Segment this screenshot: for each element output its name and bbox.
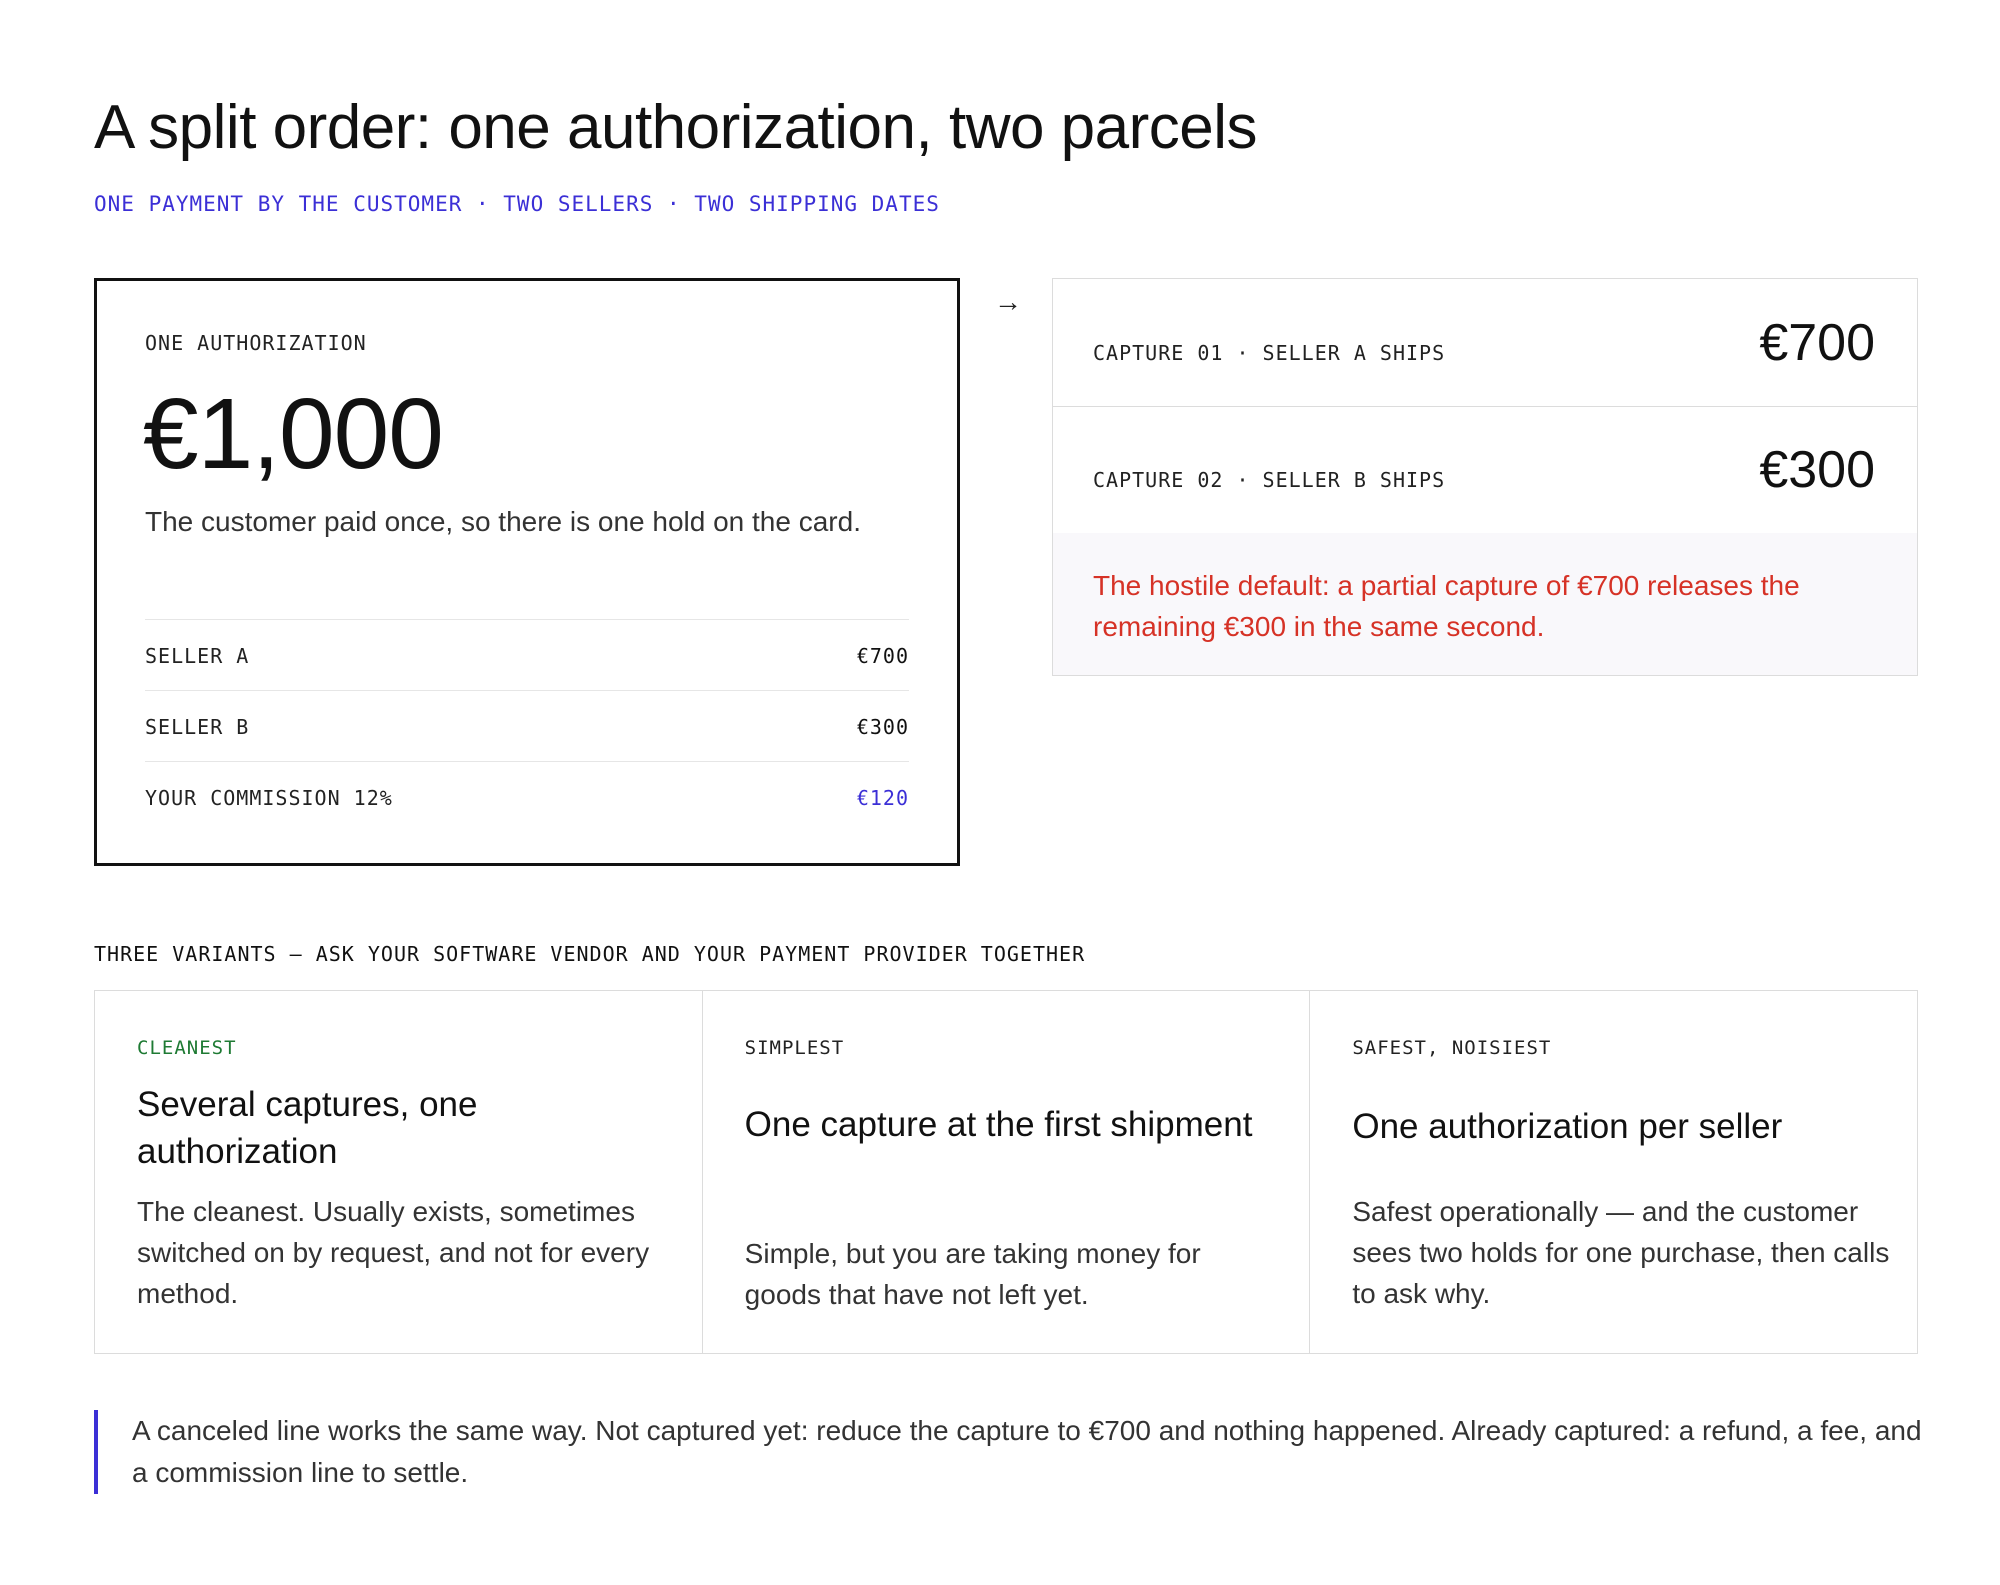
capture-label: CAPTURE 01 · SELLER A SHIPS (1093, 341, 1446, 365)
capture-row-02 (1053, 406, 1917, 534)
capture-amount: €300 (1759, 441, 1875, 499)
capture-amount: €700 (1759, 314, 1875, 372)
authorization-label: ONE AUTHORIZATION (145, 331, 367, 355)
split-value: €120 (856, 786, 909, 810)
split-row-seller-b (145, 690, 909, 761)
split-label: SELLER B (145, 715, 250, 739)
authorization-amount: €1,000 (143, 378, 443, 490)
split-value: €300 (856, 715, 909, 739)
variants-heading: THREE VARIANTS — ASK YOUR SOFTWARE VENDOR AND YOUR PAYMENT PROVIDER TOGETHER (94, 942, 1086, 966)
variant-tag: CLEANEST (137, 1037, 237, 1059)
variant-tag: SIMPLEST (744, 1037, 845, 1059)
variant-description: The cleanest. Usually exists, sometimes switched on by request, and not for every method. (137, 1196, 650, 1309)
page-subtitle: ONE PAYMENT BY THE CUSTOMER · TWO SELLERS · TWO SHIPPING DATES (94, 192, 940, 216)
variant-title: One capture at the first shipment (744, 1105, 1253, 1144)
variant-title: Several captures, one authorization (137, 1085, 478, 1171)
variant-description: Safest operationally — and the customer sees two holds for one purchase, then calls to ask why. (1352, 1196, 1890, 1309)
page-title: A split order: one authorization, two parcels (94, 93, 1258, 162)
variant-tag: SAFEST, NOISIEST (1352, 1037, 1552, 1059)
split-value: €700 (856, 644, 909, 668)
split-label: YOUR COMMISSION 12% (145, 786, 393, 810)
callout-note: A canceled line works the same way. Not captured yet: reduce the capture to €700 and nothing happened. Already captured: a refund, a fee, and a commission line to settle. (94, 1410, 1924, 1494)
arrow-right-icon: → (994, 286, 1022, 317)
variant-title: One authorization per seller (1352, 1107, 1783, 1146)
authorization-card (94, 278, 960, 866)
variants-grid (94, 990, 1918, 1354)
split-row-seller-a (145, 619, 909, 690)
capture-row-01 (1053, 279, 1917, 407)
captures-panel (1052, 278, 1918, 676)
variant-description: Simple, but you are taking money for goods that have not left yet. (744, 1238, 1201, 1310)
capture-label: CAPTURE 02 · SELLER B SHIPS (1093, 468, 1446, 492)
split-label: SELLER A (145, 644, 250, 668)
variant-card-simplest (703, 991, 1311, 1353)
split-row-commission (145, 761, 909, 832)
variant-card-safest (1310, 991, 1917, 1353)
capture-warning: The hostile default: a partial capture of €700 releases the remaining €300 in the same second. (1053, 533, 1917, 675)
authorization-description: The customer paid once, so there is one hold on the card. (145, 506, 861, 537)
variant-card-cleanest (95, 991, 703, 1353)
split-table (145, 619, 909, 832)
